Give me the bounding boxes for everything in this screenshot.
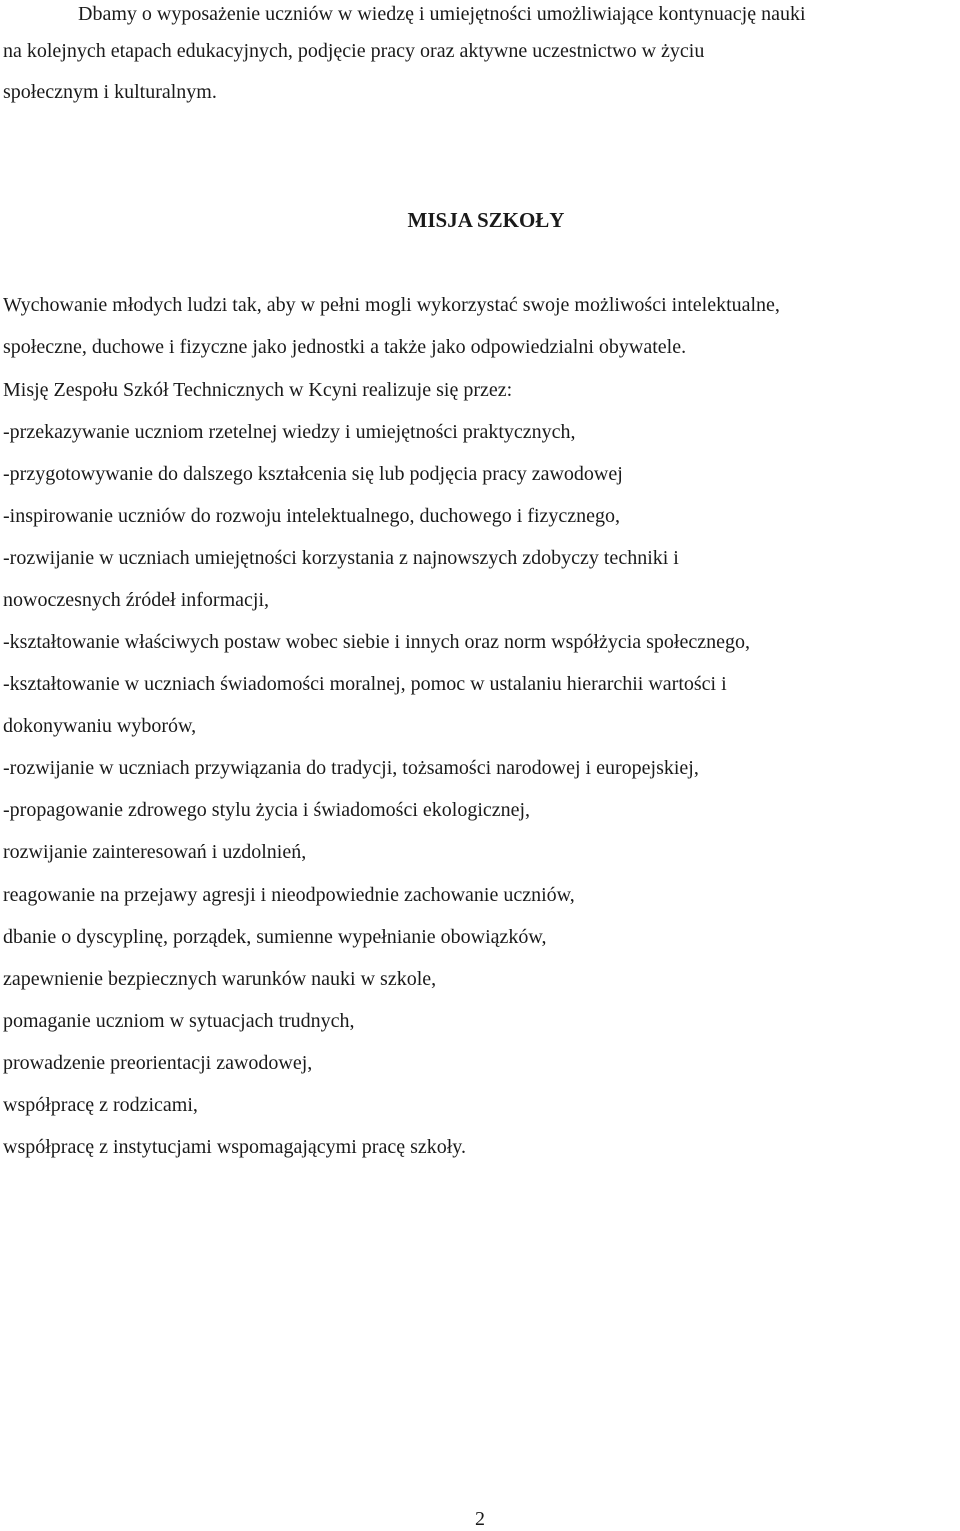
page-number: 2: [475, 1508, 485, 1530]
list-item: -kształtowanie w uczniach świadomości moralnej, pomoc w ustalaniu hierarchii wartości i: [3, 673, 727, 695]
intro-line: Dbamy o wyposażenie uczniów w wiedzę i umiejętności umożliwiające kontynuację nauki: [78, 3, 806, 25]
list-item: prowadzenie preorientacji zawodowej,: [3, 1052, 313, 1074]
list-item: -rozwijanie w uczniach przywiązania do tradycji, tożsamości narodowej i europejskiej,: [3, 757, 699, 779]
list-item: współpracę z rodzicami,: [3, 1094, 198, 1116]
list-item: -inspirowanie uczniów do rozwoju intelektualnego, duchowego i fizycznego,: [3, 505, 621, 527]
list-item: -przekazywanie uczniom rzetelnej wiedzy i umiejętności praktycznych,: [3, 421, 576, 443]
list-item: zapewnienie bezpiecznych warunków nauki w szkole,: [3, 968, 437, 990]
list-item: -propagowanie zdrowego stylu życia i świadomości ekologicznej,: [3, 799, 531, 821]
section-heading: MISJA SZKOŁY: [407, 208, 565, 232]
list-item: rozwijanie zainteresowań i uzdolnień,: [3, 841, 307, 863]
list-item: -rozwijanie w uczniach umiejętności korzystania z najnowszych zdobyczy techniki i: [3, 547, 679, 569]
list-item: pomaganie uczniom w sytuacjach trudnych,: [3, 1010, 355, 1032]
list-item: -przygotowywanie do dalszego kształcenia się lub podjęcia pracy zawodowej: [3, 463, 623, 485]
list-item: reagowanie na przejawy agresji i nieodpowiednie zachowanie uczniów,: [3, 884, 575, 906]
list-item: -kształtowanie właściwych postaw wobec siebie i innych oraz norm współżycia społecznego,: [3, 631, 750, 653]
mission-line: Misję Zespołu Szkół Technicznych w Kcyni realizuje się przez:: [3, 379, 513, 401]
intro-line: na kolejnych etapach edukacyjnych, podjęcie pracy oraz aktywne uczestnictwo w życiu: [3, 40, 705, 62]
mission-line: Wychowanie młodych ludzi tak, aby w pełni mogli wykorzystać swoje możliwości intelektualne,: [3, 294, 780, 316]
list-item: dokonywaniu wyborów,: [3, 715, 197, 737]
list-item: dbanie o dyscyplinę, porządek, sumienne wypełnianie obowiązków,: [3, 926, 547, 948]
intro-line: społecznym i kulturalnym.: [3, 81, 217, 103]
mission-line: społeczne, duchowe i fizyczne jako jednostki a także jako odpowiedzialni obywatele.: [3, 336, 687, 358]
list-item: nowoczesnych źródeł informacji,: [3, 589, 270, 611]
list-item: współpracę z instytucjami wspomagającymi pracę szkoły.: [3, 1136, 466, 1158]
